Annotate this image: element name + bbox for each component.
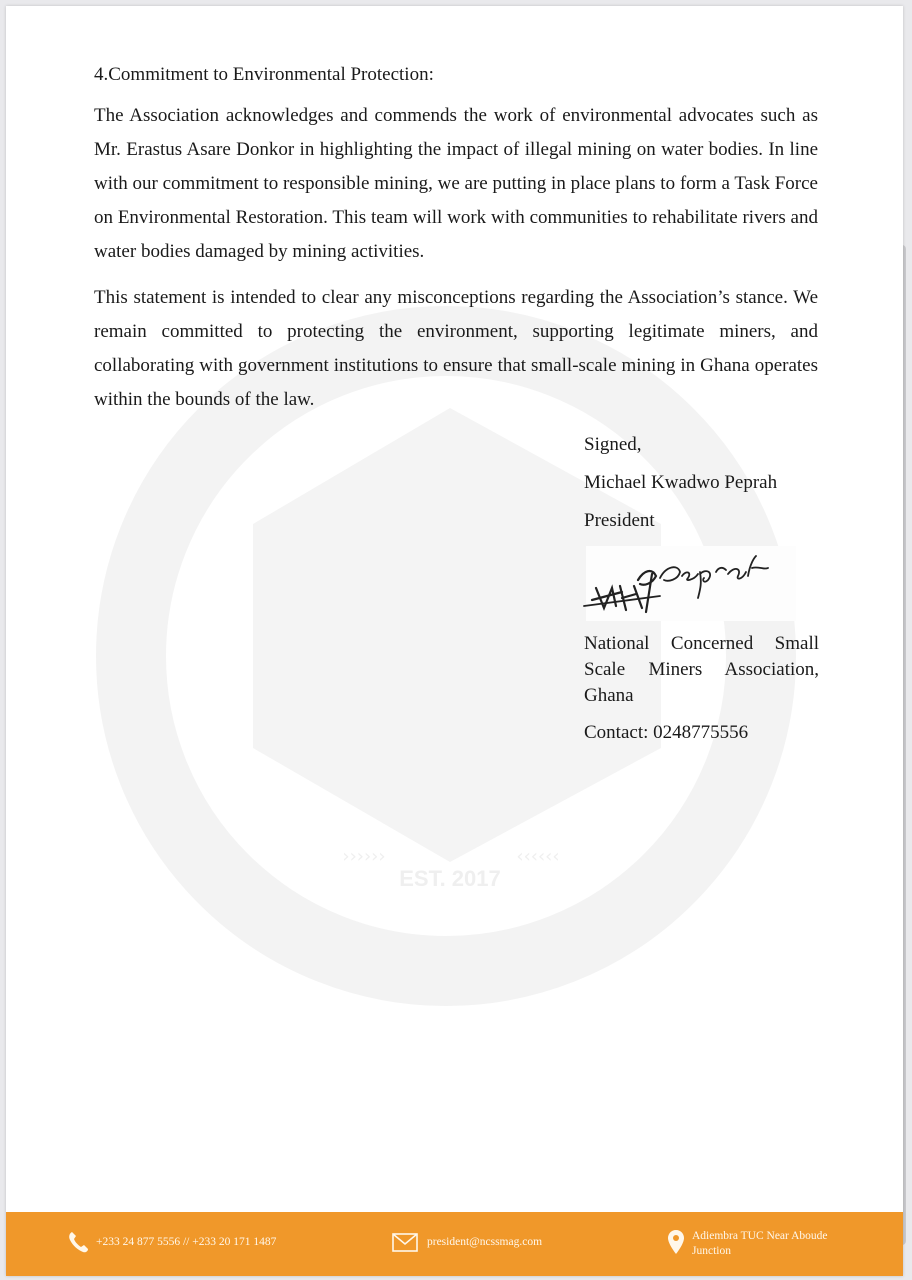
signatory-name: Michael Kwadwo Peprah — [584, 472, 778, 493]
mail-icon — [392, 1233, 418, 1252]
phone-icon — [66, 1230, 90, 1254]
handwritten-signature — [582, 550, 794, 620]
contact-number: Contact: 0248775556 — [584, 722, 749, 743]
location-pin-icon — [667, 1229, 685, 1255]
svg-text:EST. 2017: EST. 2017 — [399, 866, 501, 891]
paragraph-environment: The Association acknowledges and commends the work of environmental advocates such as Mr. Erastus Asare Donkor in highlighting the impact of illegal mining on water bodies. In line with our commitment to responsible mining, we are putting in place plans to form a Task Force on Environmental Restoration. This team will work with communities to rehabilitate rivers and water bodies damaged by mining activities. — [94, 105, 818, 262]
svg-text:‹‹‹‹‹‹: ‹‹‹‹‹‹ — [516, 846, 560, 867]
footer-address: Adiembra TUC Near Aboude Junction — [692, 1230, 828, 1257]
section-heading: 4.Commitment to Environmental Protection: — [94, 64, 434, 85]
signed-label: Signed, — [584, 434, 642, 455]
signatory-title: President — [584, 510, 655, 531]
svg-text:››››››: ›››››› — [342, 846, 386, 867]
document-page — [6, 6, 903, 1276]
paragraph-statement: This statement is intended to clear any misconceptions regarding the Association’s stance. We remain committed to protecting the environment, supporting legitimate miners, and collaborating with government institutions to ensure that small-scale mining in Ghana operates within the bounds of the law. — [94, 287, 818, 410]
footer-phone: +233 24 877 5556 // +233 20 171 1487 — [96, 1236, 277, 1248]
footer-email[interactable]: president@ncssmag.com — [427, 1236, 543, 1248]
organization-name: National Concerned Small Scale Miners Association, Ghana — [584, 633, 819, 706]
